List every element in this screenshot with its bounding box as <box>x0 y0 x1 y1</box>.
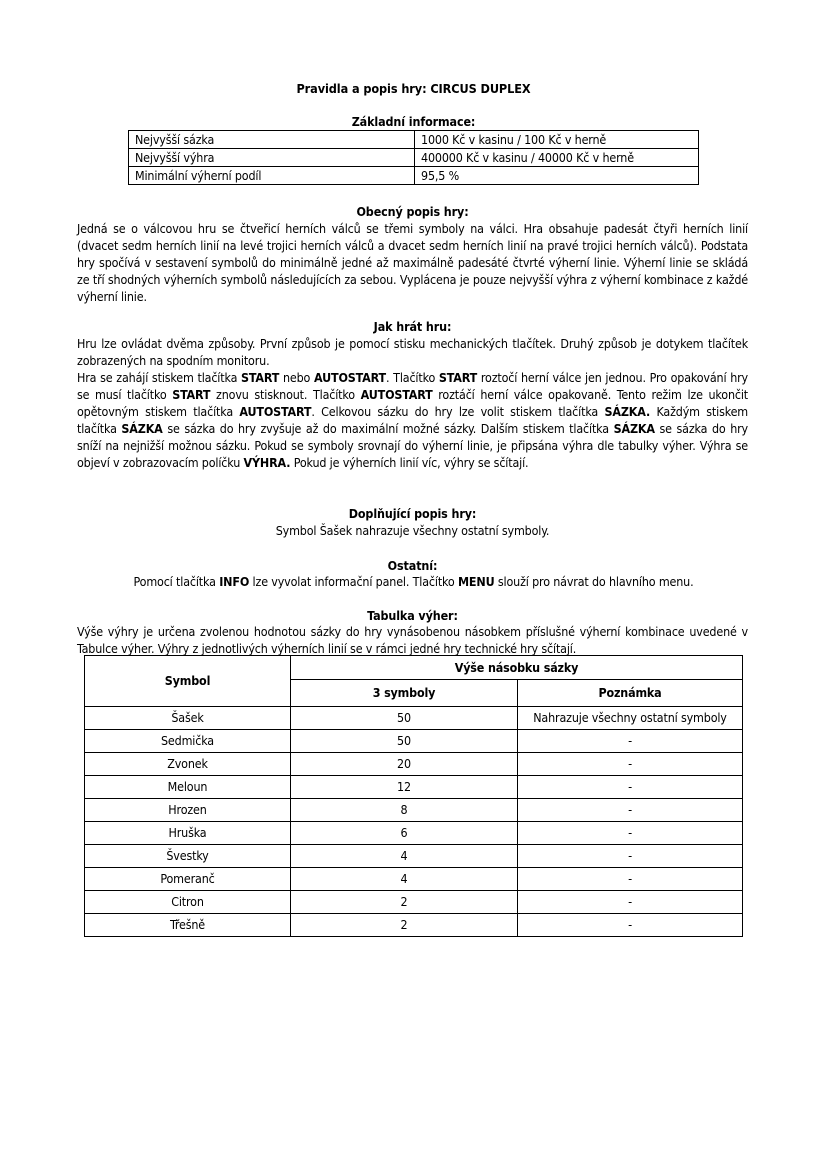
multiplier-cell: 2 <box>291 914 518 937</box>
multiplier-cell: 50 <box>291 730 518 753</box>
basic-info-table <box>128 130 699 185</box>
multiplier-cell: 4 <box>291 845 518 868</box>
paytable-heading: Tabulka výher: <box>367 608 458 623</box>
note-cell: - <box>518 822 743 845</box>
howto-paragraph-2: Hra se zahájí stiskem tlačítka START nebo AUTOSTART. Tlačítko START roztočí herní válce jen jednou. Pro opakování hry se musí tlačítko START znovu stisknout. Tlačítko AUTOSTART roztáčí herní válce opakovaně. Tento režim lze ukončit opětovným stiskem tlačítka AUTOSTART. Celkovou sázku do hry lze volit stiskem tlačítka SÁZKA. Každým stiskem tlačítka SÁZKA se sázka do hry zvyšuje až do maximální možné sázky. Dalším stiskem tlačítka SÁZKA se sázka do hry sníží na nejnižší možnou sázku. Pokud se symboly srovnají do výherní linie, je připsána výhra dle tabulky výher. Výhra se objeví v zobrazovacím políčku VÝHRA. Pokud je výherních linií víc, výhry se sčítají. <box>77 370 749 470</box>
col-note-header: Poznámka <box>518 680 743 707</box>
multiplier-cell: 50 <box>291 707 518 730</box>
other-heading: Ostatní: <box>387 558 438 573</box>
symbol-cell: Pomeranč <box>85 868 291 891</box>
table-row <box>85 707 743 730</box>
multiplier-cell: 12 <box>291 776 518 799</box>
paytable-intro: Výše výhry je určena zvolenou hodnotou sázky do hry vynásobenou násobkem příslušné výherní kombinace uvedené v Tabulce výher. Výhry z jednotlivých výherních linií se v rámci jedné hry technické hry sčítají. <box>77 624 748 656</box>
multiplier-cell: 2 <box>291 891 518 914</box>
symbol-cell: Sedmička <box>85 730 291 753</box>
note-cell: - <box>518 753 743 776</box>
table-row <box>85 891 743 914</box>
general-heading: Obecný popis hry: <box>356 204 469 219</box>
note-cell: - <box>518 914 743 937</box>
table-row <box>85 914 743 937</box>
symbol-cell: Hruška <box>85 822 291 845</box>
table-row <box>85 753 743 776</box>
note-cell: - <box>518 799 743 822</box>
table-header-row <box>85 656 743 680</box>
multiplier-cell: 20 <box>291 753 518 776</box>
basic-info-heading: Základní informace: <box>351 114 476 129</box>
note-cell: - <box>518 868 743 891</box>
note-cell: - <box>518 845 743 868</box>
howto-heading: Jak hrát hru: <box>373 319 452 334</box>
paytable <box>84 655 743 937</box>
table-row <box>85 776 743 799</box>
col-symbol-header: Symbol <box>85 656 291 707</box>
symbol-cell: Třešně <box>85 914 291 937</box>
symbol-cell: Hrozen <box>85 799 291 822</box>
info-value: 1000 Kč v kasinu / 100 Kč v herně <box>415 131 699 149</box>
note-cell: - <box>518 730 743 753</box>
info-label: Nejvyšší výhra <box>129 149 415 167</box>
table-row <box>129 149 699 167</box>
symbol-cell: Šašek <box>85 707 291 730</box>
howto-text <box>77 335 748 471</box>
page-title: Pravidla a popis hry: CIRCUS DUPLEX <box>296 81 531 96</box>
table-row <box>85 730 743 753</box>
note-cell: - <box>518 891 743 914</box>
symbol-cell: Zvonek <box>85 753 291 776</box>
table-row <box>129 131 699 149</box>
table-row <box>85 822 743 845</box>
extra-text: Symbol Šašek nahrazuje všechny ostatní symboly. <box>275 523 550 538</box>
multiplier-cell: 8 <box>291 799 518 822</box>
howto-paragraph-1: Hru lze ovládat dvěma způsoby. První způsob je pomocí stisku mechanických tlačítek. Druhý způsob je dotykem tlačítek zobrazených na spodním monitoru. <box>77 336 748 368</box>
general-text <box>77 220 748 305</box>
multiplier-cell: 4 <box>291 868 518 891</box>
info-label: Minimální výherní podíl <box>129 167 415 185</box>
symbol-cell: Meloun <box>85 776 291 799</box>
other-text: Pomocí tlačítka INFO lze vyvolat informační panel. Tlačítko MENU slouží pro návrat do hlavního menu. <box>133 574 694 589</box>
symbol-cell: Citron <box>85 891 291 914</box>
info-value: 400000 Kč v kasinu / 40000 Kč v herně <box>415 149 699 167</box>
general-paragraph: Jedná se o válcovou hru se čtveřicí herních válců se třemi symboly na válci. Hra obsahuje padesát čtyři herních linií (dvacet sedm herních linií na levé trojici herních válců a dvacet sedm herních linií na pravé trojici herních válců). Podstata hry spočívá v sestavení symbolů do minimálně jedné až maximálně padesáté čtvrté výherní linie. Výherní linie se skládá ze tří shodných výherních symbolů následujících za sebou. Vyplácena je pouze nejvyšší výhra z výherní kombinace z každé výherní linie. <box>77 221 748 304</box>
multiplier-cell: 6 <box>291 822 518 845</box>
table-row <box>129 167 699 185</box>
table-row <box>85 868 743 891</box>
col-group-header: Výše násobku sázky <box>291 656 743 680</box>
note-cell: Nahrazuje všechny ostatní symboly <box>518 707 743 730</box>
info-label: Nejvyšší sázka <box>129 131 415 149</box>
symbol-cell: Švestky <box>85 845 291 868</box>
table-row <box>85 845 743 868</box>
table-row <box>85 799 743 822</box>
col-three-header: 3 symboly <box>291 680 518 707</box>
note-cell: - <box>518 776 743 799</box>
info-value: 95,5 % <box>415 167 699 185</box>
extra-heading: Doplňující popis hry: <box>348 506 477 521</box>
